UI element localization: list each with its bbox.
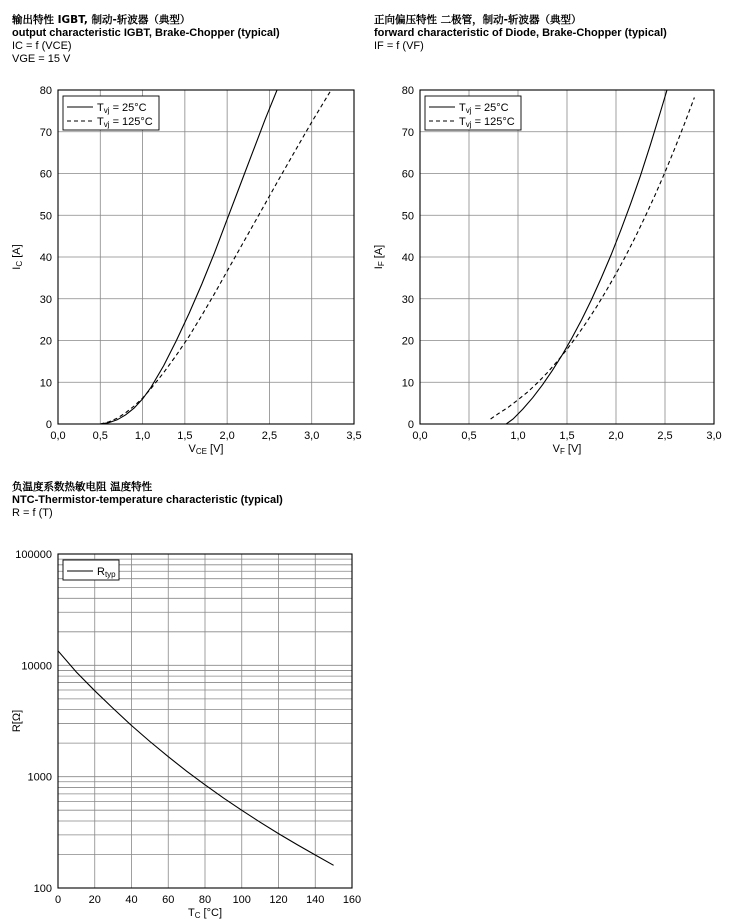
y-axis-label: IF [A] — [373, 244, 386, 270]
chart-2 — [373, 85, 722, 456]
x-tick-label: 3,0 — [706, 430, 722, 442]
x-tick-label: 0,0 — [412, 430, 428, 442]
x-axis-label: VF [V] — [552, 443, 582, 456]
y-tick-label: 10 — [39, 377, 52, 390]
chart-1 — [11, 73, 362, 456]
chart2-formula: IF = f (VF) — [374, 40, 424, 52]
chart2-title-cn: 正向偏压特性 二极管，制动-斩波器（典型） — [374, 14, 582, 26]
x-tick-label: 0,0 — [50, 430, 66, 442]
y-axis-label: IC [A] — [11, 244, 24, 270]
chart3-title-en: NTC-Thermistor-temperature characteristic (typical) — [12, 494, 283, 506]
y-tick-label: 40 — [401, 252, 414, 264]
y-tick-label: 60 — [39, 168, 52, 181]
x-tick-label: 100 — [232, 894, 251, 906]
x-tick-label: 60 — [162, 894, 175, 906]
legend-label: Tvj = 125°C — [459, 116, 515, 129]
y-axis-label: R[Ω] — [11, 709, 23, 733]
x-tick-label: 0,5 — [461, 430, 477, 442]
y-tick-label: 30 — [39, 293, 52, 306]
x-tick-label: 3,0 — [304, 430, 320, 442]
x-tick-label: 1,5 — [559, 430, 575, 442]
chart3-title-cn: 负温度系数热敏电阻 温度特性 — [12, 481, 153, 493]
x-axis-label: TC [°C] — [187, 907, 223, 920]
y-tick-label: 1000 — [27, 771, 52, 784]
legend-label: Rtyp — [97, 566, 116, 579]
y-tick-label: 70 — [39, 126, 52, 139]
chart1-title-en: output characteristic IGBT, Brake-Chopper (typical) — [12, 27, 280, 39]
x-tick-label: 20 — [88, 894, 101, 906]
x-tick-label: 2,5 — [657, 430, 673, 442]
x-tick-label: 0 — [54, 894, 62, 906]
y-tick-label: 50 — [401, 210, 414, 223]
legend-label: Tvj = 25°C — [459, 102, 509, 115]
x-tick-label: 2,5 — [261, 430, 278, 442]
y-tick-label: 60 — [401, 168, 414, 181]
y-tick-label: 100 — [33, 883, 52, 895]
x-tick-label: 2,0 — [608, 430, 624, 442]
chart3-formula: R = f (T) — [12, 507, 53, 519]
y-tick-label: 30 — [401, 293, 414, 306]
y-tick-label: 80 — [39, 85, 52, 97]
x-tick-label: 1,0 — [510, 430, 526, 442]
y-tick-label: 70 — [401, 126, 414, 139]
y-tick-label: 20 — [401, 335, 414, 348]
series-line-2 — [491, 98, 695, 420]
legend-label: Tvj = 25°C — [97, 102, 147, 115]
x-tick-label: 3,5 — [346, 430, 362, 442]
x-tick-label: 160 — [342, 894, 362, 906]
x-tick-label: 0,5 — [92, 430, 108, 442]
chart2-title-en: forward characteristic of Diode, Brake-Chopper (typical) — [374, 27, 667, 39]
y-tick-label: 100000 — [15, 549, 52, 561]
x-tick-label: 120 — [269, 894, 288, 906]
y-tick-label: 50 — [39, 210, 52, 223]
y-tick-label: 0 — [407, 419, 414, 431]
y-tick-label: 80 — [401, 85, 414, 97]
chart1-formula: IC = f (VCE) — [12, 40, 72, 52]
x-tick-label: 1,5 — [177, 430, 193, 442]
legend-label: Tvj = 125°C — [97, 116, 153, 129]
x-tick-label: 80 — [198, 894, 212, 906]
y-tick-label: 40 — [39, 252, 52, 264]
x-tick-label: 2,0 — [219, 430, 235, 442]
x-tick-label: 1,0 — [134, 430, 151, 442]
chart-3 — [11, 549, 361, 920]
chart1-title-cn: 输出特性 IGBT, 制动-斩波器（典型） — [12, 14, 191, 26]
chart1-condition: VGE = 15 V — [12, 53, 71, 65]
y-tick-label: 20 — [39, 335, 52, 348]
y-tick-label: 10000 — [21, 660, 52, 673]
x-tick-label: 140 — [306, 894, 325, 906]
x-tick-label: 40 — [125, 894, 138, 906]
y-tick-label: 0 — [45, 419, 52, 431]
x-axis-label: VCE [V] — [188, 443, 224, 456]
y-tick-label: 10 — [401, 377, 414, 390]
series-line-1 — [100, 88, 278, 424]
